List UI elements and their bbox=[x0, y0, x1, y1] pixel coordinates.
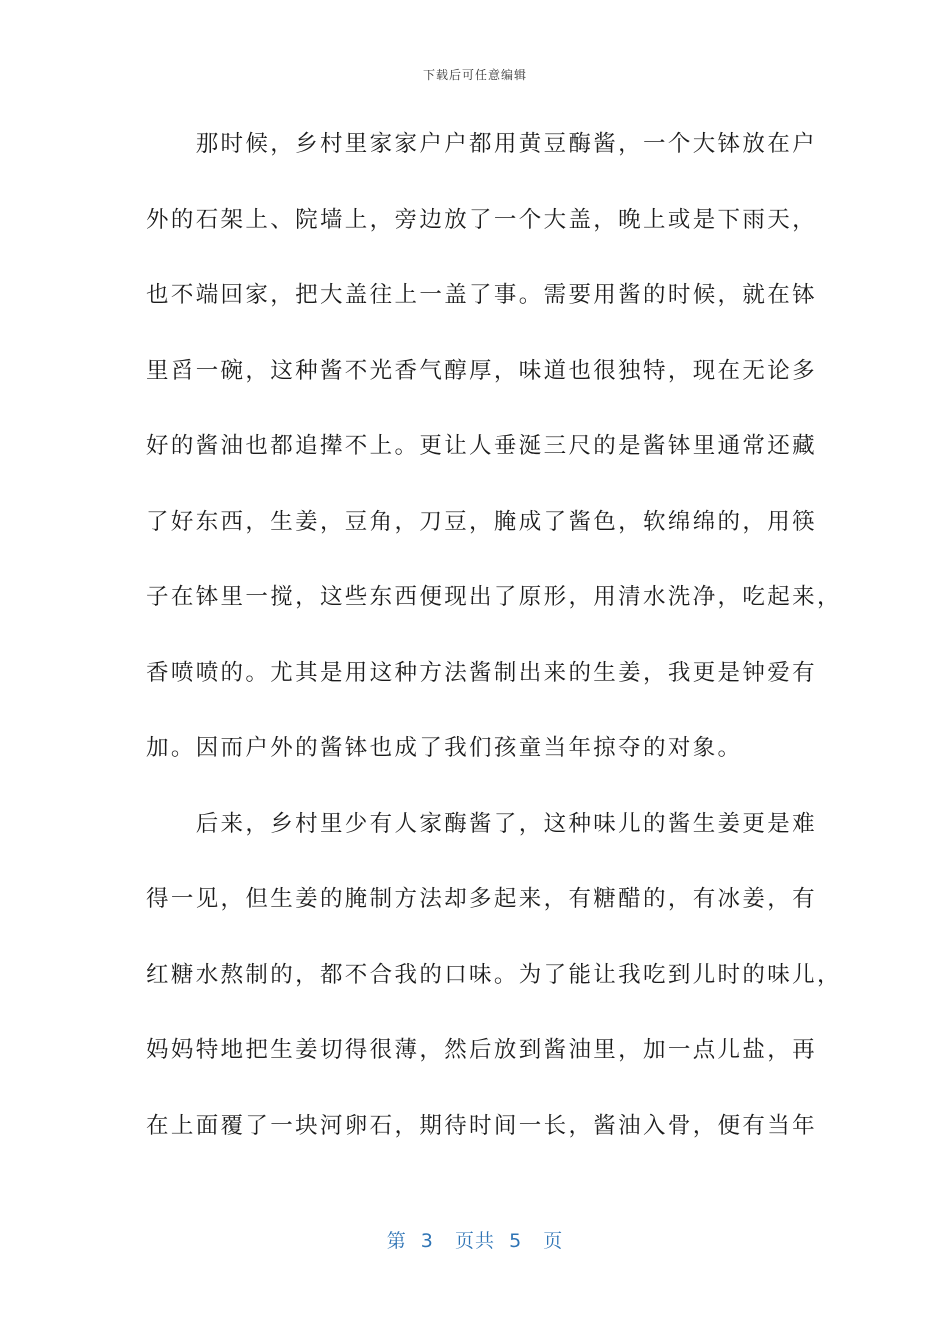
text-line: 后来，乡村里少有人家酶酱了，这种味儿的酱生姜更是难 bbox=[146, 810, 817, 837]
text-line: 也不端回家，把大盖往上一盖了事。需要用酱的时候，就在钵 bbox=[146, 282, 817, 308]
page-number-footer: 第 3 页共 5 页 bbox=[386, 1230, 564, 1252]
text-line: 加。因而户外的酱钵也成了我们孩童当年掠夺的对象。 bbox=[146, 735, 743, 761]
text-line: 了好东西，生姜，豆角，刀豆，腌成了酱色，软绵绵的，用筷 bbox=[146, 508, 817, 535]
text-line: 香喷喷的。尤其是用这种方法酱制出来的生姜，我更是钟爱有 bbox=[146, 659, 817, 686]
text-line: 好的酱油也都追撵不上。更让人垂涎三尺的是酱钵里通常还藏 bbox=[146, 433, 817, 459]
text-line: 得一见，但生姜的腌制方法却多起来，有糖醋的，有冰姜，有 bbox=[146, 886, 817, 912]
text-line: 里舀一碗，这种酱不光香气醇厚，味道也很独特，现在无论多 bbox=[146, 357, 817, 384]
text-line: 那时候，乡村里家家户户都用黄豆酶酱，一个大钵放在户 bbox=[146, 131, 817, 157]
text-line: 外的石架上、院墙上，旁边放了一个大盖，晚上或是下雨天， bbox=[146, 206, 817, 233]
document-body bbox=[146, 122, 842, 1179]
text-line: 红糖水熬制的，都不合我的口味。为了能让我吃到儿时的味儿， bbox=[146, 961, 842, 988]
header-note: 下载后可任意编辑 bbox=[422, 68, 527, 82]
text-line: 妈妈特地把生姜切得很薄，然后放到酱油里，加一点儿盐，再 bbox=[146, 1037, 817, 1063]
text-line: 在上面覆了一块河卵石，期待时间一长，酱油入骨，便有当年 bbox=[146, 1112, 817, 1139]
text-line: 子在钵里一搅，这些东西便现出了原形，用清水洗净，吃起来， bbox=[146, 584, 842, 610]
